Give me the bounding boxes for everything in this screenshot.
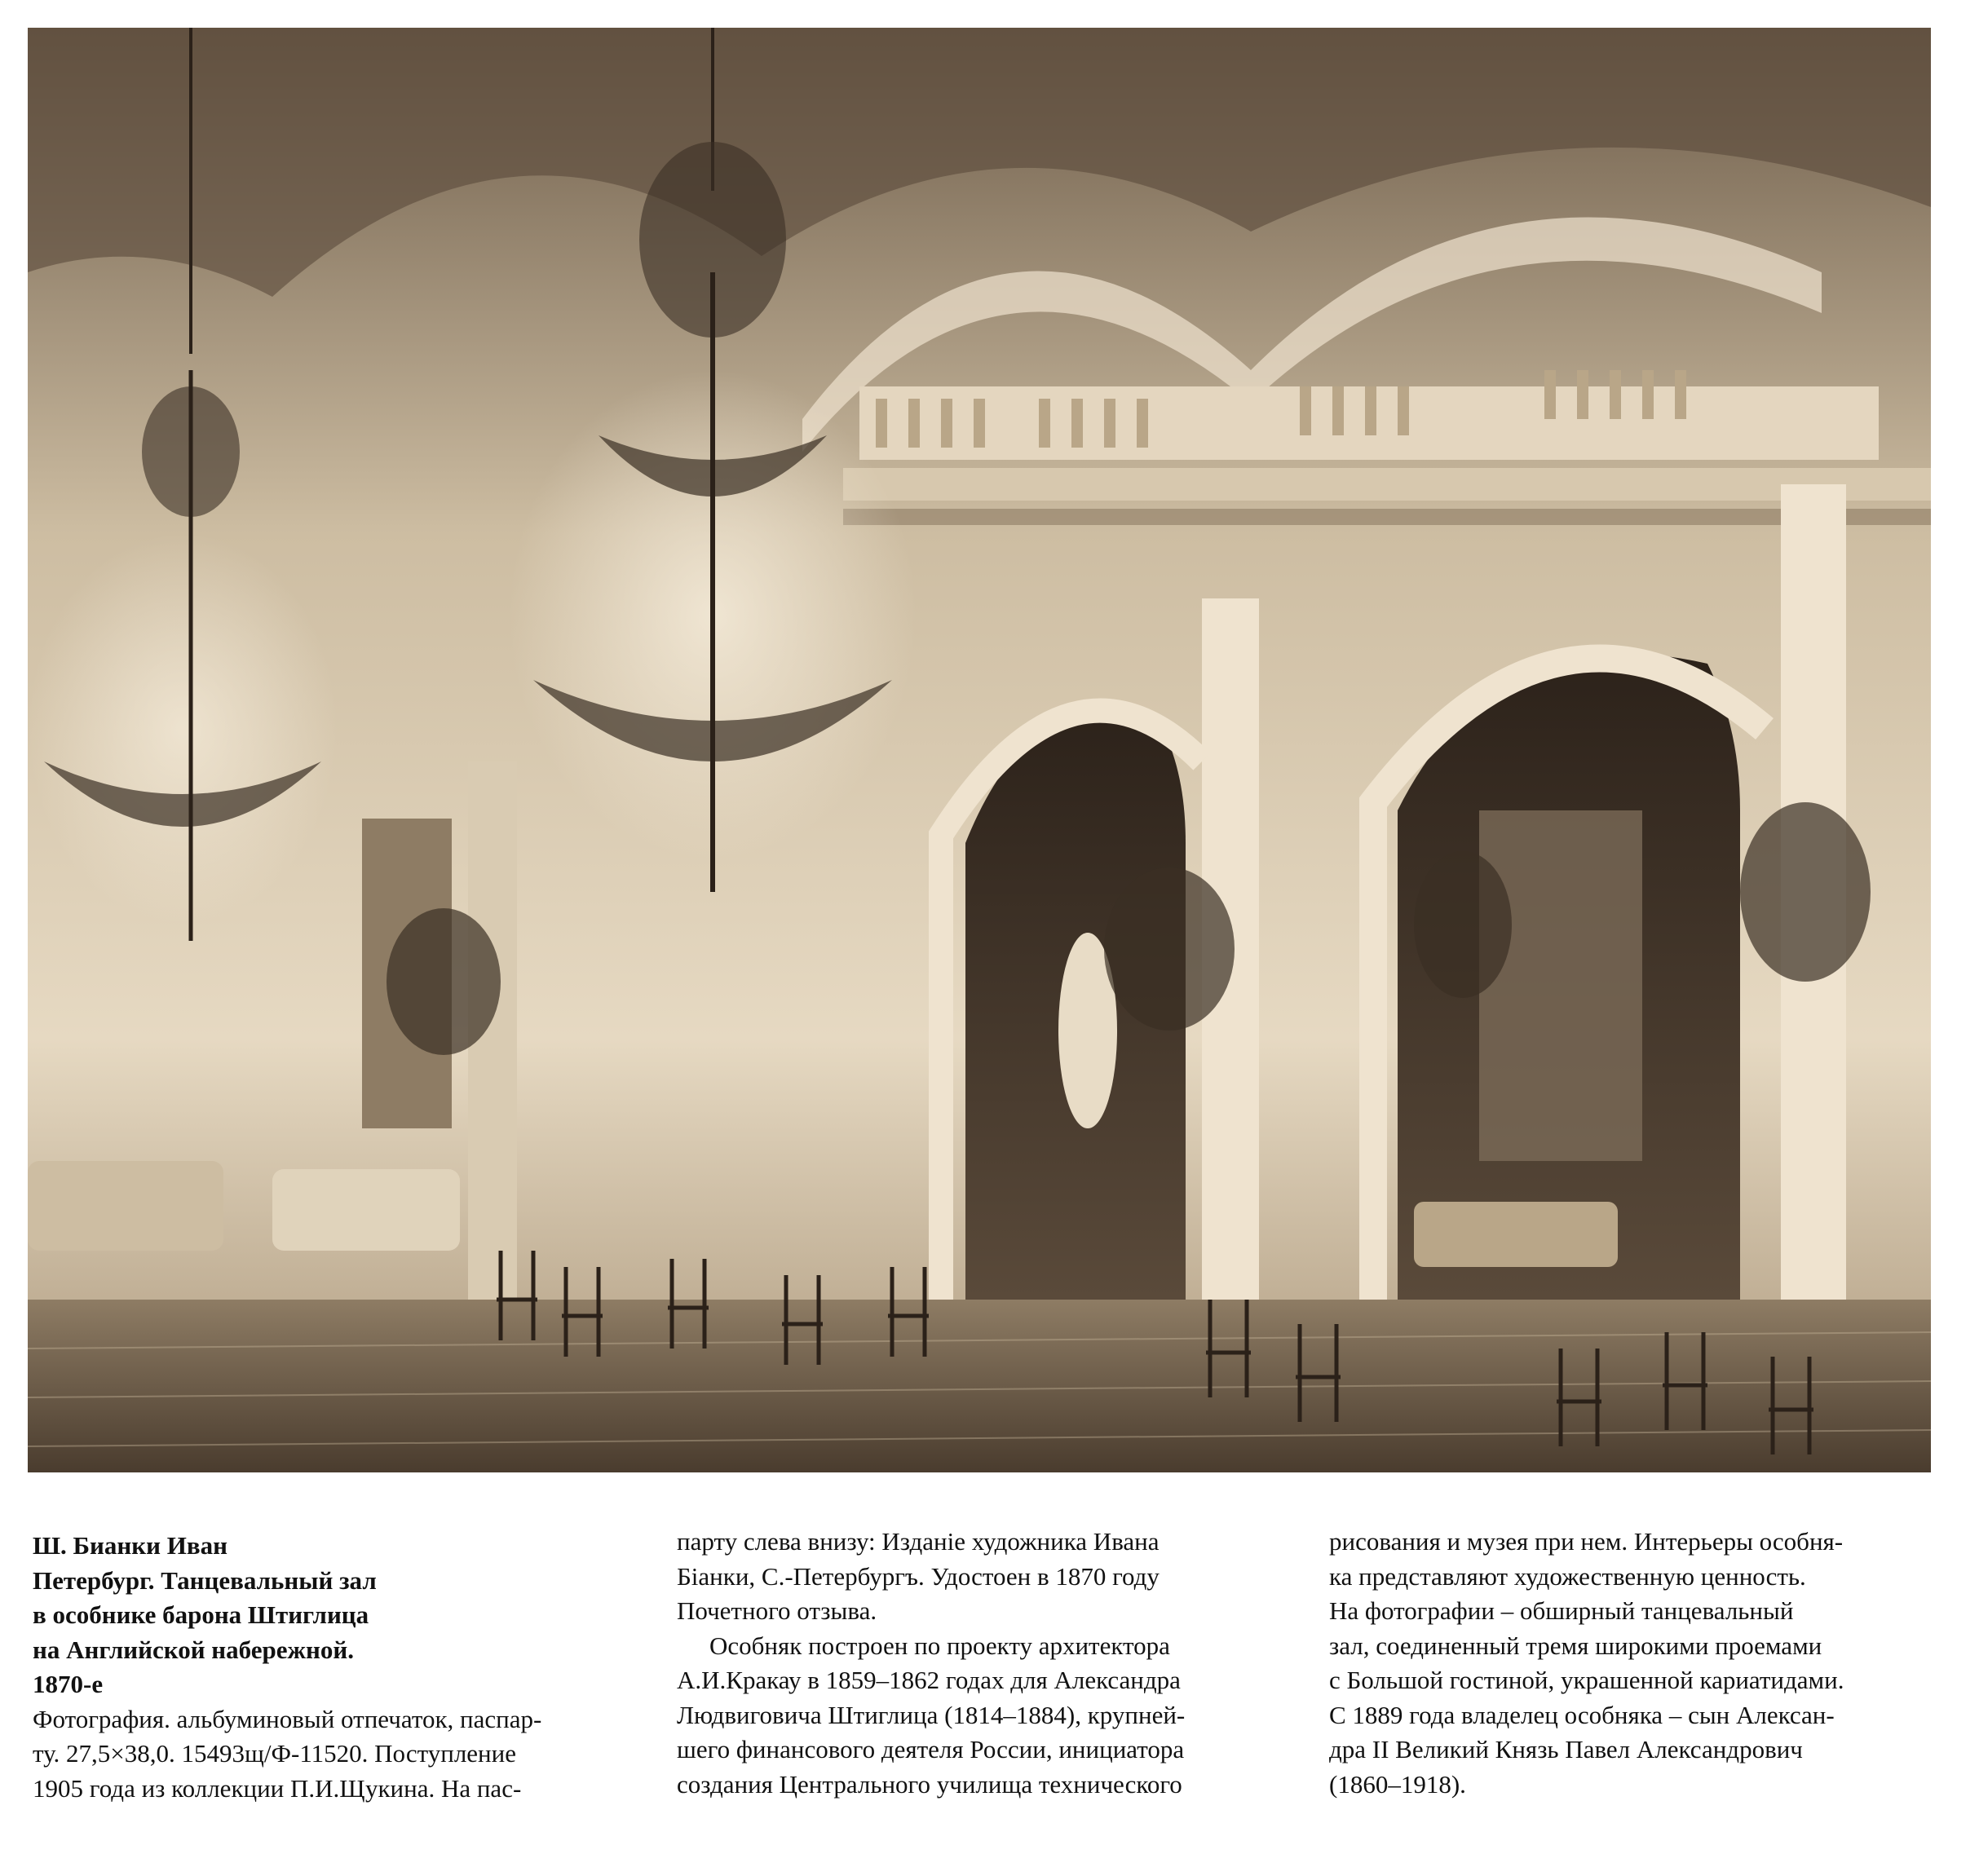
caption-body-line: парту слева внизу: Изданіе художника Ивана xyxy=(677,1527,1160,1556)
caption-body-line: (1860–1918). xyxy=(1329,1769,1466,1799)
photograph-illustration xyxy=(28,28,1931,1472)
caption-heading-line: в особнике барона Штиглица xyxy=(33,1600,369,1629)
parquet-floor xyxy=(28,1300,1931,1472)
caption-body-line: ту. 27,5×38,0. 15493щ/Ф-11520. Поступление xyxy=(33,1739,516,1768)
caption-body-line: создания Центрального училища технического xyxy=(677,1769,1182,1799)
caption-body-line: зал, соединенный тремя широкими проемами xyxy=(1329,1631,1822,1660)
caption-heading-line: Ш. Бианки Иван xyxy=(33,1531,227,1560)
caption-body-line: Особняк построен по проекту архитектора xyxy=(709,1631,1170,1660)
caption-body-line: дра II Великий Князь Павел Александрович xyxy=(1329,1735,1803,1763)
caption-body-line: ка представляют художественную ценность. xyxy=(1329,1561,1806,1591)
caption-heading-line: Петербург. Танцевальный зал xyxy=(33,1565,377,1595)
caption-body-line: С 1889 года владелец особняка – сын Алексан- xyxy=(1329,1700,1835,1729)
caption-heading-line: на Английской набережной. xyxy=(33,1635,354,1664)
sofa xyxy=(272,1169,460,1251)
column xyxy=(468,761,517,1332)
caption-body-line: 1905 года из коллекции П.И.Щукина. На пас- xyxy=(33,1773,522,1803)
caption-body-line: Біанки, С.-Петербургъ. Удостоен в 1870 году xyxy=(677,1561,1160,1591)
curtain xyxy=(1479,810,1642,1161)
caption-body-line: Людвиговича Штиглица (1814–1884), крупней- xyxy=(677,1700,1186,1729)
caption-body-line: Почетного отзыва. xyxy=(677,1596,877,1625)
caption-body-line: шего финансового деятеля России, инициатора xyxy=(677,1735,1185,1763)
caption-body-line: рисования и музея при нем. Интерьеры особня- xyxy=(1329,1527,1844,1556)
caption-column-2 xyxy=(677,1525,1297,1802)
caption-body-line: А.И.Кракау в 1859–1862 годах для Александра xyxy=(677,1666,1181,1694)
ballroom-photograph xyxy=(28,28,1931,1472)
caption-heading-line: 1870-е xyxy=(33,1670,104,1698)
sofa xyxy=(1414,1202,1618,1267)
caption-body-line: с Большой гостиной, украшенной кариатидами. xyxy=(1329,1666,1844,1694)
sofa xyxy=(28,1161,223,1251)
caption-body-line: На фотографии – обширный танцевальный xyxy=(1329,1596,1794,1625)
caption xyxy=(33,1529,1933,1855)
caption-column-1 xyxy=(33,1529,636,1806)
cornice xyxy=(843,468,1931,501)
caption-column-3 xyxy=(1329,1525,1949,1802)
caption-body-line: Фотография. альбуминовый отпечаток, паспар- xyxy=(33,1704,542,1733)
